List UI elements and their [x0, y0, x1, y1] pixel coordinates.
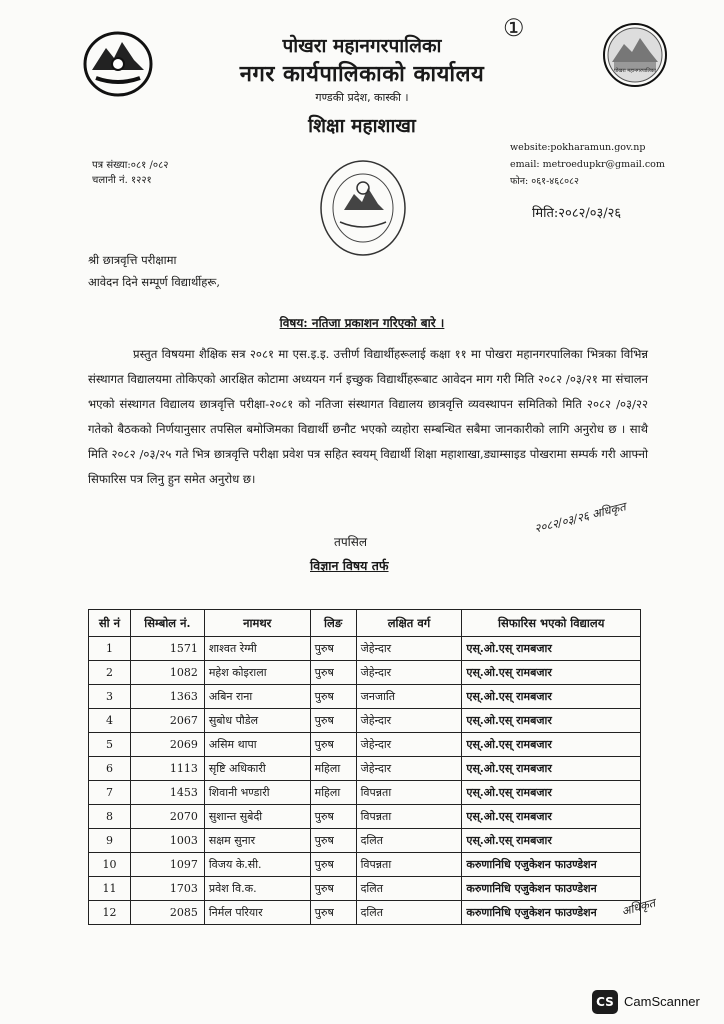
- col-header-category: लक्षित वर्ग: [356, 610, 462, 637]
- cell-symbol: 1113: [130, 757, 204, 781]
- addressee-line1: श्री छात्रवृत्ति परीक्षामा: [88, 253, 177, 267]
- cell-gender: पुरुष: [310, 901, 356, 925]
- cell-gender: पुरुष: [310, 853, 356, 877]
- cell-symbol: 1703: [130, 877, 204, 901]
- cell-symbol: 2067: [130, 709, 204, 733]
- patra-sankhya: पत्र संख्या:०८१ /०८२: [92, 160, 169, 171]
- cell-gender: पुरुष: [310, 685, 356, 709]
- cell-school: करुणानिधि एजुकेशन फाउण्डेशन: [462, 901, 641, 925]
- office-name: नगर कार्यपालिकाको कार्यालय: [239, 62, 485, 87]
- cell-gender: पुरुष: [310, 829, 356, 853]
- cell-sn: 11: [89, 877, 131, 901]
- cell-name: शाश्वत रेग्मी: [204, 637, 310, 661]
- cell-sn: 4: [89, 709, 131, 733]
- col-header-school: सिफारिस भएको विद्यालय: [462, 610, 641, 637]
- cell-symbol: 1571: [130, 637, 204, 661]
- cell-name: सुबोध पौडेल: [204, 709, 310, 733]
- cell-category: जेहेन्दार: [356, 661, 462, 685]
- table-row: [89, 733, 641, 757]
- table-row: [89, 757, 641, 781]
- table-row: [89, 853, 641, 877]
- table-row: [89, 637, 641, 661]
- cell-name: विजय के.सी.: [204, 853, 310, 877]
- cell-name: सुशान्त सुबेदी: [204, 805, 310, 829]
- chalani-number: चलानी नं. १२२१: [92, 175, 152, 186]
- cell-name: महेश कोइराला: [204, 661, 310, 685]
- cell-sn: 10: [89, 853, 131, 877]
- cell-name: निर्मल परियार: [204, 901, 310, 925]
- cell-category: जेहेन्दार: [356, 709, 462, 733]
- cell-school: एस्.ओ.एस् रामबजार: [462, 733, 641, 757]
- subject-line: विषय: नतिजा प्रकाशन गरिएको बारे ।: [279, 316, 445, 330]
- cell-symbol: 2070: [130, 805, 204, 829]
- email-text: email: metroedupkr@gmail.com: [510, 159, 665, 170]
- table-row: [89, 661, 641, 685]
- cell-category: विपन्नता: [356, 805, 462, 829]
- cell-category: विपन्नता: [356, 781, 462, 805]
- addressee-block: [88, 249, 220, 293]
- cell-gender: पुरुष: [310, 805, 356, 829]
- contact-block: [510, 141, 665, 188]
- signature: २०८२/०३/२६ अधिकृत: [533, 499, 628, 536]
- province-district: गण्डकी प्रदेश, कास्की ।: [315, 91, 409, 104]
- cell-sn: 3: [89, 685, 131, 709]
- letter-body: प्रस्तुत विषयमा शैक्षिक सत्र २०८१ मा एस.इ.इ. उत्तीर्ण विद्यार्थीहरूलाई कक्षा ११ मा पोखरा महानगरपालिका भित्रका विभिन्न संस्थागत विद्यालयमा तोकिएको आरक्षित कोटामा अध्ययन गर्न इच्छुक विद्यार्थीहरूबाट आवेदन माग गरी मिति २०८२ /०३/२१ मा संचालन भएको संस्थागत विद्यालय छात्रवृत्ति परीक्षा-२०८१ को नतिजा संस्थागत विद्यालय छात्रवृत्ति व्यवस्थापन समितिको मिति २०८२ /०३/२२ गतेको बैठकको निर्णयानुसार तपसिल बमोजिमका विद्यार्थी छनौट भएको व्यहोरा सम्बन्धित सबैमा जानकारीको लागि अनुरोध छ । साथै मिति २०८२ /०३/२५ गते भित्र छात्रवृत्ति परीक्षा प्रवेश पत्र सहित स्वयम् विद्यार्थी शिक्षा महाशाखा,ड्याम्साइड पोखरामा सम्पर्क गरी आफ्नो सिफारिस पत्र लिनु हुन समेत अनुरोध छ।: [88, 347, 648, 486]
- cell-school: एस्.ओ.एस् रामबजार: [462, 661, 641, 685]
- camscanner-text: CamScanner: [624, 994, 700, 1009]
- col-header-gender: लिङ: [310, 610, 356, 637]
- cell-name: सक्षम सुनार: [204, 829, 310, 853]
- col-header-name: नामथर: [204, 610, 310, 637]
- cell-school: एस्.ओ.एस् रामबजार: [462, 757, 641, 781]
- org-name: पोखरा महानगरपालिका: [282, 35, 442, 57]
- cell-name: असिम थापा: [204, 733, 310, 757]
- cell-sn: 12: [89, 901, 131, 925]
- cell-gender: पुरुष: [310, 709, 356, 733]
- table-row: [89, 877, 641, 901]
- cell-school: एस्.ओ.एस् रामबजार: [462, 709, 641, 733]
- cell-symbol: 1453: [130, 781, 204, 805]
- phone-text: फोन: ०६१-४६८०८२: [510, 176, 579, 187]
- table-row: [89, 709, 641, 733]
- table-row: [89, 829, 641, 853]
- cell-category: जेहेन्दार: [356, 757, 462, 781]
- cell-sn: 2: [89, 661, 131, 685]
- cell-school: एस्.ओ.एस् रामबजार: [462, 829, 641, 853]
- department-name: शिक्षा महाशाखा: [308, 115, 416, 137]
- website-text: website:pokharamun.gov.np: [510, 142, 646, 153]
- letter-date: मिति:२०८२/०३/२६: [532, 206, 622, 221]
- cell-school: एस्.ओ.एस् रामबजार: [462, 805, 641, 829]
- addressee-line2: आवेदन दिने सम्पूर्ण विद्यार्थीहरू,: [88, 275, 220, 289]
- cell-gender: पुरुष: [310, 877, 356, 901]
- office-seal-stamp: [318, 158, 408, 258]
- bottom-signature: अधिकृत: [620, 895, 657, 919]
- cell-school: एस्.ओ.एस् रामबजार: [462, 781, 641, 805]
- cell-school: एस्.ओ.एस् रामबजार: [462, 637, 641, 661]
- cell-symbol: 1097: [130, 853, 204, 877]
- cell-sn: 8: [89, 805, 131, 829]
- col-header-symbol: सिम्बोल नं.: [130, 610, 204, 637]
- cell-name: प्रवेश वि.क.: [204, 877, 310, 901]
- cell-category: दलित: [356, 829, 462, 853]
- cell-symbol: 2069: [130, 733, 204, 757]
- table-row: [89, 781, 641, 805]
- cell-sn: 6: [89, 757, 131, 781]
- cell-name: अबिन राना: [204, 685, 310, 709]
- table-row: [89, 901, 641, 925]
- cell-school: करुणानिधि एजुकेशन फाउण्डेशन: [462, 877, 641, 901]
- cell-category: दलित: [356, 901, 462, 925]
- cell-symbol: 1082: [130, 661, 204, 685]
- cell-name: सृष्टि अधिकारी: [204, 757, 310, 781]
- table-header-row: [89, 610, 641, 637]
- cell-gender: पुरुष: [310, 733, 356, 757]
- cell-category: जनजाति: [356, 685, 462, 709]
- col-header-sn: सी नं: [89, 610, 131, 637]
- cell-symbol: 1003: [130, 829, 204, 853]
- cell-category: दलित: [356, 877, 462, 901]
- table-row: [89, 685, 641, 709]
- cell-category: जेहेन्दार: [356, 637, 462, 661]
- cell-sn: 5: [89, 733, 131, 757]
- camscanner-logo: CS: [592, 990, 618, 1014]
- cell-symbol: 1363: [130, 685, 204, 709]
- cell-category: विपन्नता: [356, 853, 462, 877]
- table-row: [89, 805, 641, 829]
- cell-sn: 9: [89, 829, 131, 853]
- cell-gender: महिला: [310, 757, 356, 781]
- cell-symbol: 2085: [130, 901, 204, 925]
- cell-sn: 1: [89, 637, 131, 661]
- cell-gender: महिला: [310, 781, 356, 805]
- cell-gender: पुरुष: [310, 661, 356, 685]
- cell-sn: 7: [89, 781, 131, 805]
- right-logo-caption: पोखरा महानगरपालिका: [614, 68, 656, 74]
- cell-school: एस्.ओ.एस् रामबजार: [462, 685, 641, 709]
- results-table: [88, 609, 641, 925]
- section-title: विज्ञान विषय तर्फ: [310, 558, 389, 573]
- cell-category: जेहेन्दार: [356, 733, 462, 757]
- reference-block: [92, 158, 169, 188]
- cell-name: शिवानी भण्डारी: [204, 781, 310, 805]
- cell-school: करुणानिधि एजुकेशन फाउण्डेशन: [462, 853, 641, 877]
- page-number-mark: ①: [503, 14, 525, 42]
- cell-gender: पुरुष: [310, 637, 356, 661]
- tapsil-label: तपसिल: [334, 535, 368, 549]
